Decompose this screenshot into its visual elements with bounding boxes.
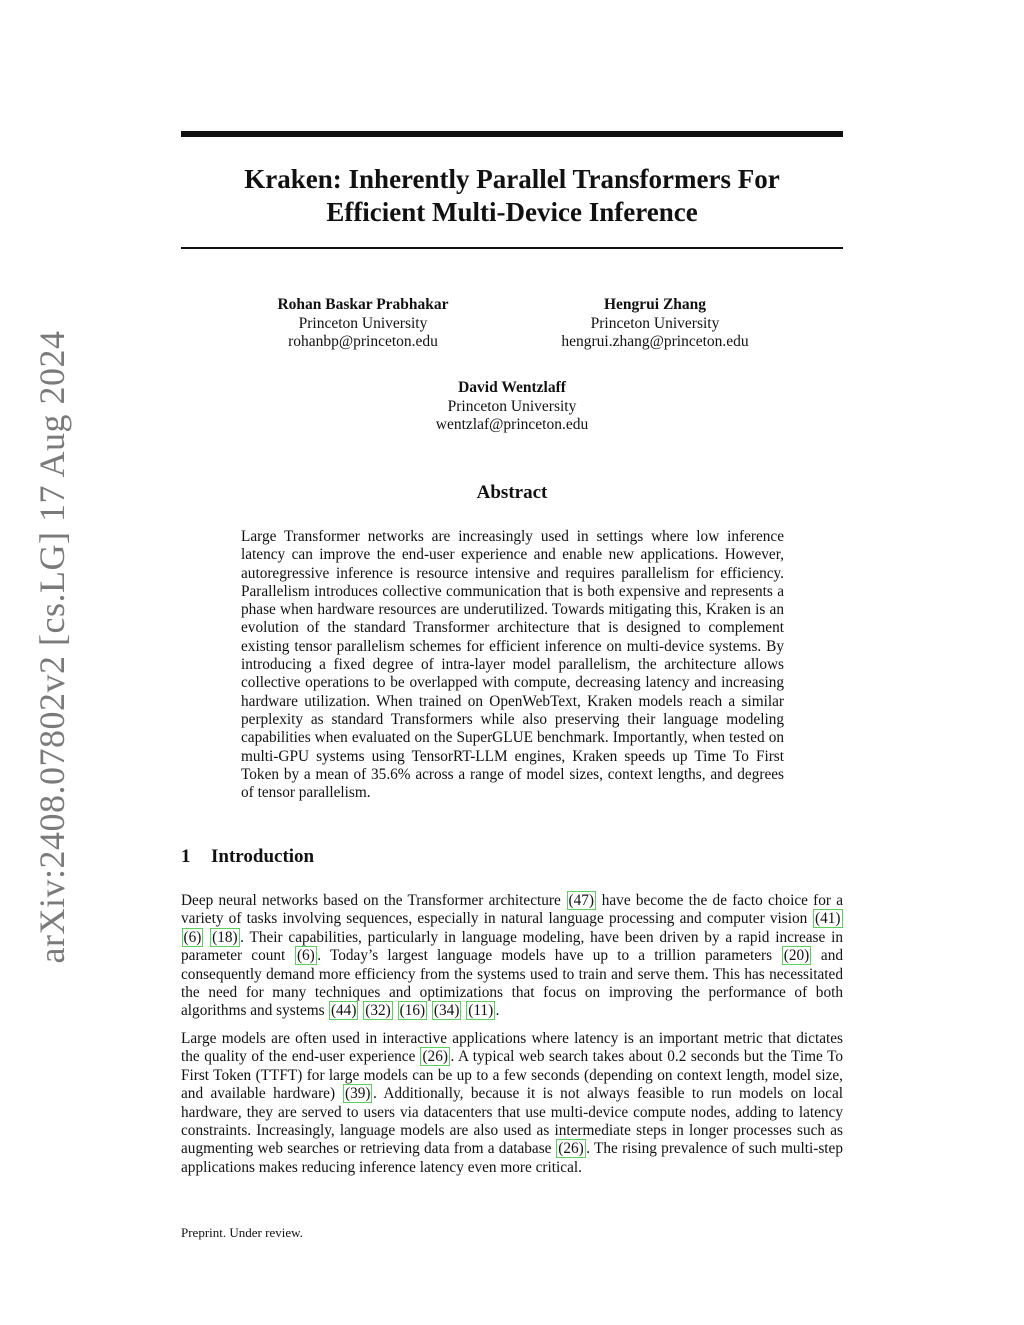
paragraph-text: . The rising prevalence of such multi-step applications makes reducing inference latency even more critical.: [181, 1140, 844, 1176]
citation-link[interactable]: (26): [422, 1048, 448, 1066]
citation-link[interactable]: (11): [468, 1002, 494, 1020]
citation-link[interactable]: (18): [212, 928, 238, 946]
citation-link[interactable]: (26): [558, 1140, 584, 1158]
citation-link[interactable]: (16): [399, 1002, 426, 1020]
abstract-heading: Abstract: [476, 482, 548, 503]
paragraph-text: . Today’s largest language models have up to a trillion parameters: [317, 947, 782, 965]
paragraph-text: Deep neural networks based on the Transformer architecture: [181, 892, 567, 909]
citation-link[interactable]: (39): [344, 1085, 371, 1103]
author-email[interactable]: wentzlaf@princeton.edu: [435, 416, 589, 433]
citation-link[interactable]: (44): [330, 1002, 357, 1020]
paragraph-text: . Their capabilities, particularly in language modeling, have been driven by a rapid increase in parameter count: [181, 928, 843, 965]
section-number: 1: [181, 846, 191, 867]
paragraph-text: Large models are often used in interactive applications where latency is an important metric that dictates the quality of the end-user experience: [181, 1030, 843, 1066]
citation-link[interactable]: (41): [815, 910, 841, 928]
paragraph-text: .: [495, 1002, 500, 1020]
citation-link[interactable]: (6): [296, 947, 315, 965]
paragraph-text: . A typical web search takes about 0.2 seconds but the Time To First Token (TTFT) for large models can be up to a few seconds (depending on context length, model size, and available hardware): [181, 1048, 843, 1103]
author-email[interactable]: rohanbp@princeton.edu: [288, 333, 438, 350]
paragraph-text: . Additionally, because it is not always feasible to run models on local hardware, they are served to users via datacenters that use multi-device compute nodes, adding to latency constraints. Increasingly, language models are also used as intermediate steps in longer processes such as augmenting web searches or retrieving data from a database: [181, 1085, 843, 1158]
abstract-text: Large Transformer networks are increasingly used in settings where low inference latency can improve the end-user experience and enable new applications. However, autoregressive inference is resource intensive and requires parallelism for efficiency. Parallelism introduces collective communication that is both expensive and represents a phase when hardware resources are underutilized. Towards mitigating this, Kraken is an evolution of the standard Transformer architecture that is designed to complement existing tensor parallelism schemes for efficient inference on multi-device systems. By introducing a fixed degree of intra-layer model parallelism, the architecture allows collective operations to be overlapped with compute, decreasing latency and increasing hardware utilization. When trained on OpenWebText, Kraken models reach a similar perplexity as standard Transformers while also preserving their language modeling capabilities when evaluated on the SuperGLUE benchmark. Importantly, when tested on multi-GPU systems using TensorRT-LLM engines, Kraken speeds up Time To First Token by a mean of 35.6% across a range of model sizes, context lengths, and degrees of tensor parallelism.: [241, 528, 784, 802]
paper-title: [181, 163, 843, 229]
citation-link[interactable]: (47): [568, 892, 595, 909]
citation-link[interactable]: (20): [783, 947, 810, 965]
paragraph-text: and consequently demand more efficiency from the systems used to train and serve them. This has necessitated the need for many techniques and optimizations that focus on improving the performance of both algorithms and systems: [181, 947, 843, 1020]
author-block-1: [236, 296, 490, 352]
author-affiliation: Princeton University: [298, 314, 428, 332]
citation-link[interactable]: (6): [183, 928, 202, 946]
author-block-3: [386, 379, 638, 435]
author-name: Hengrui Zhang: [603, 296, 707, 313]
author-affiliation: Princeton University: [447, 397, 577, 415]
title-top-rule: [181, 131, 843, 137]
title-bottom-rule: [181, 247, 843, 249]
author-block-2: [534, 296, 776, 352]
author-affiliation: Princeton University: [590, 314, 720, 332]
intro-paragraph-2: [181, 1030, 843, 1177]
intro-paragraph-1: [181, 892, 843, 1021]
paragraph-text: have become the de facto choice for a variety of tasks involving sequences, especially in natural language processing and computer vision: [181, 892, 843, 928]
section-title: Introduction: [211, 846, 315, 867]
title-line-2: Efficient Multi-Device Inference: [326, 197, 698, 227]
author-email[interactable]: hengrui.zhang@princeton.edu: [561, 333, 749, 350]
author-name: Rohan Baskar Prabhakar: [277, 296, 449, 313]
footer-note: Preprint. Under review.: [181, 1225, 303, 1240]
arxiv-identifier: arXiv:2408.07802v2 [cs.LG] 17 Aug 2024: [32, 330, 72, 964]
section-heading: [181, 846, 314, 868]
citation-link[interactable]: (34): [433, 1002, 460, 1020]
author-name: David Wentzlaff: [458, 379, 566, 396]
title-line-1: Kraken: Inherently Parallel Transformers For: [244, 164, 780, 194]
citation-link[interactable]: (32): [365, 1002, 391, 1020]
